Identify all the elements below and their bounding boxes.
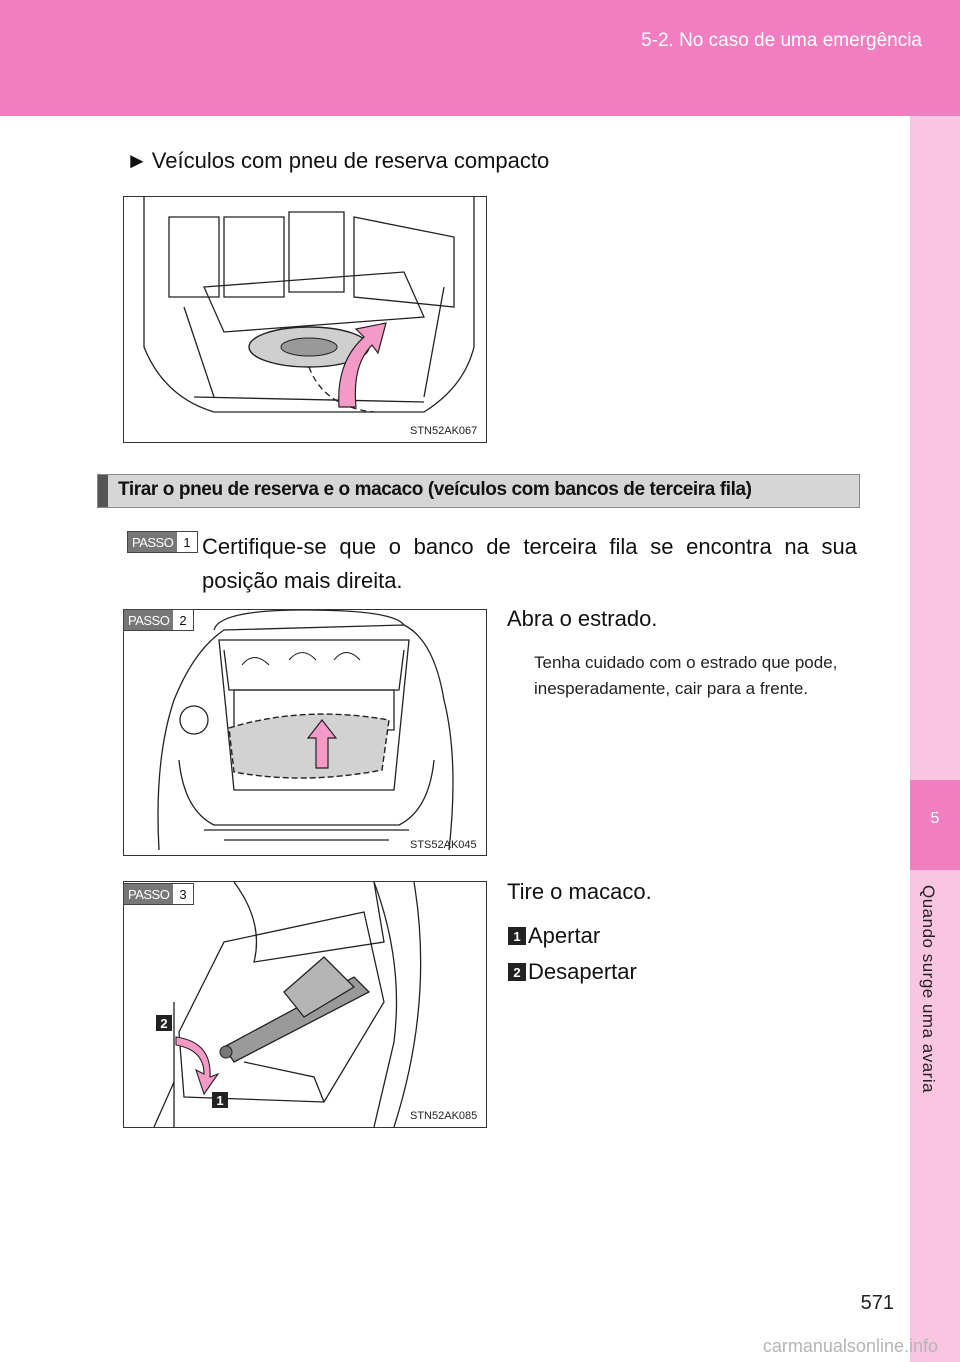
step-number: 2 [173, 610, 192, 630]
step-3-text: Tire o macaco. [507, 879, 652, 904]
svg-text:1: 1 [216, 1093, 224, 1108]
svg-text:2: 2 [160, 1016, 168, 1031]
compact-spare-heading [126, 148, 549, 174]
step-2-note: Tenha cuidado com o estrado que pode, inesperadamente, cair para a frente. [534, 653, 838, 698]
step-number: 1 [177, 532, 196, 552]
header-title: 5-2. No caso de uma emergência [641, 30, 922, 51]
step-label: PASSO [124, 884, 173, 904]
step-1-text: Certifique-se que o banco de terceira fila se encontra na sua posição mais direita. [202, 534, 857, 593]
chapter-title: Quando surge uma avaria [919, 885, 938, 1094]
step-label: PASSO [128, 532, 177, 552]
figure1-code: STN52AK067 [410, 425, 478, 437]
trunk-spare-illustration [124, 197, 486, 442]
figure-compact-spare [123, 196, 487, 443]
step-1-badge [127, 531, 198, 553]
triangle-bullet-icon: ► [126, 148, 148, 173]
number-badge-icon: 1 [508, 927, 526, 945]
section-header-bar [97, 474, 860, 508]
jack-illustration [124, 882, 486, 1127]
legend-label: Desapertar [528, 959, 637, 984]
figure-open-floor [123, 609, 487, 856]
figure-remove-jack [123, 881, 487, 1128]
legend-label: Apertar [528, 923, 601, 948]
legend-item-loosen [508, 959, 637, 985]
legend-item-tighten [508, 923, 600, 949]
step-2-badge [123, 609, 194, 631]
figure3-code: STN52AK085 [410, 1110, 478, 1122]
step-number: 3 [173, 884, 192, 904]
car-rear-illustration [124, 610, 486, 855]
page-number: 571 [860, 1292, 894, 1314]
watermark: carmanualsonline.info [762, 1336, 938, 1356]
figure2-code: STS52AK045 [410, 839, 477, 851]
chapter-number: 5 [930, 810, 940, 827]
side-tab-band [910, 116, 960, 1362]
header-band [0, 0, 960, 116]
step-2-text: Abra o estrado. [507, 606, 658, 631]
number-badge-icon: 2 [508, 963, 526, 981]
section-title: Tirar o pneu de reserva e o macaco (veículos com bancos de terceira fila) [118, 479, 752, 500]
compact-spare-text: Veículos com pneu de reserva compacto [151, 148, 550, 173]
step-3-badge [123, 883, 194, 905]
step-label: PASSO [124, 610, 173, 630]
